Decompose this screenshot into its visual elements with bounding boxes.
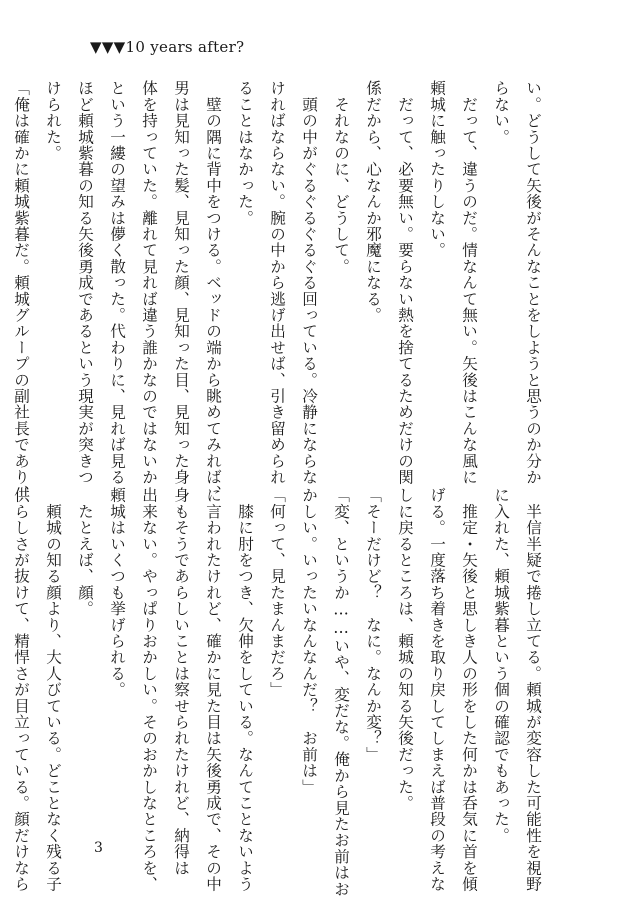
text-line: 頼城に触ったりしない。 (428, 80, 446, 259)
text-line: 頭の中がぐるぐるぐるぐる回っている。冷静にならな (300, 80, 318, 485)
text-line: ほど頼城紫暮の知る矢後勇成であるという現実が突きつ (76, 80, 94, 485)
text-line: かしい。いったいなんなんだ？ お前は」 (300, 487, 318, 795)
text-line: たとえば、顔。 (76, 487, 94, 617)
text-line: 供らしさが抜けて、精悍さが目立っている。顔だけなら (12, 487, 30, 892)
text-line: 頼城の知る顔より、大人びている。どことなく残る子 (44, 487, 62, 892)
text-line: 出来ない。やっぱりおかしい。そのおかしなところを、 (140, 487, 158, 892)
page-number: 3 (94, 840, 103, 856)
text-line: 「俺は確かに頼城紫暮だ。頼城グループの副社長であり、 (12, 80, 30, 502)
text-line: ることはなかった。 (236, 80, 254, 226)
text-line: い。どうして矢後がそんなことをしようと思うのか分か (524, 80, 542, 485)
text-line: 半信半疑で捲し立てる。頼城が変容した可能性を視野 (524, 487, 542, 892)
text-line: 「何って、見たまんまだろ」 (268, 487, 286, 698)
text-line: に入れた、頼城紫暮という個の確認でもあった。 (492, 487, 510, 844)
text-line: 壁の隅に背中をつける。ベッドの端から眺めてみれば、 (204, 80, 222, 502)
text-line: 頼城はいくつも挙げられる。 (108, 487, 126, 698)
text-line: だって、違うのだ。情なんて無い。矢後はこんな風に (460, 80, 478, 485)
text-line: だって、必要無い。要らない熱を捨てるためだけの関 (396, 80, 414, 485)
text-line: 「そーだけど？ なに。なんか変？」 (364, 487, 382, 763)
text-line: という一縷の望みは儚く散った。代わりに、見れば見る (108, 80, 126, 485)
text-line (0, 80, 5, 455)
text-line: 身もそうであらしいことは察せられたけれど、納得は (172, 487, 190, 876)
text-line: 係だから、心なんか邪魔になる。 (364, 80, 382, 323)
text-line: 体を持っていた。離れて見れば違う誰かなのではないか (140, 80, 158, 485)
text-line: ければならない。腕の中から逃げ出せば、引き留められ (268, 80, 286, 485)
upper-text-block (12, 80, 549, 502)
text-line: に言われたけれど、確かに見た目は矢後勇成で、その中 (204, 487, 222, 892)
text-line (0, 487, 5, 877)
lower-text-block (12, 487, 549, 897)
text-line: 推定・矢後と思しき人の形をした何かは呑気に首を傾 (460, 487, 478, 892)
text-line: けられた。 (44, 80, 62, 161)
text-line: 「変、というか……いや、変だな。俺から見たお前はお (332, 487, 350, 897)
text-line: らない。 (492, 80, 510, 145)
text-line: 男は見知った髪、見知った顔、見知った目、見知った身 (172, 80, 190, 485)
text-line: 膝に肘をつき、欠伸をしている。なんてことないよう (236, 487, 254, 892)
text-line: しに戻るところは、頼城の知る矢後だった。 (396, 487, 414, 811)
text-line: それなのに、どうして。 (332, 80, 350, 275)
running-title: ▼▼▼10 years after? (90, 38, 245, 56)
text-line: げる。一度落ち着きを取り戻してしまえば普段の考えな (428, 487, 446, 892)
